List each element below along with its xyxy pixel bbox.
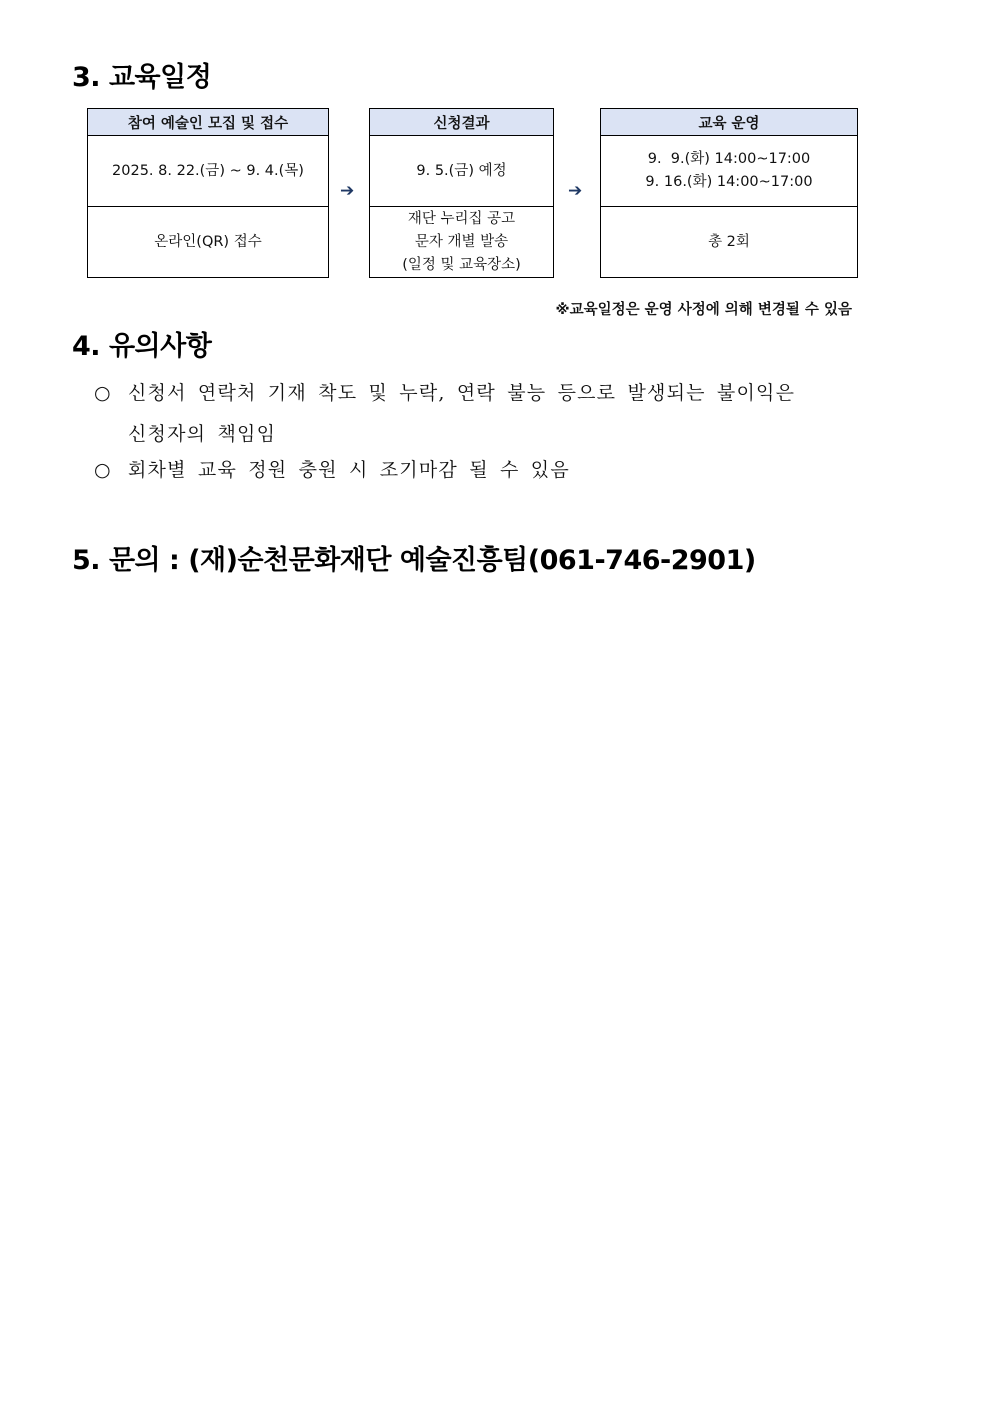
section-5-title: 5. 문의 : (재)순천문화재단 예술진흥팀(061-746-2901) [72,545,756,576]
step-period-line: 9. 5.(금) 예정 [416,162,507,179]
step-period-line: 9. 9.(화) 14:00~17:00 [647,151,811,167]
schedule-step-operation [600,108,858,278]
arrow-right-icon: ➔ [568,181,583,201]
notice-text: 회차별 교육 정원 충원 시 조기마감 될 수 있음 [128,459,570,481]
step-period [370,136,553,207]
step-method [88,207,328,277]
step-method-line: 재단 누리집 공고 [407,210,516,227]
notice-item [94,378,795,405]
step-period [601,136,857,207]
circle-bullet-icon: ○ [94,382,112,404]
section-3-title: 3. 교육일정 [72,62,212,93]
notice-text-continued: 신청자의 책임임 [128,423,277,445]
section-4-title: 4. 유의사항 [72,331,212,362]
step-period-line: 2025. 8. 22.(금) ~ 9. 4.(목) [112,162,304,179]
step-method-line: (일정 및 교육장소) [402,256,521,273]
schedule-step-recruitment [87,108,329,278]
schedule-note: ※교육일정은 운영 사정에 의해 변경될 수 있음 [555,302,852,318]
notice-text: 신청서 연락처 기재 착도 및 누락, 연락 불능 등으로 발생되는 불이익은 [128,382,796,404]
step-header: 신청결과 [370,109,553,136]
step-method [601,207,857,277]
circle-bullet-icon: ○ [94,459,112,481]
schedule-step-result [369,108,554,278]
step-header: 교육 운영 [601,109,857,136]
arrow-right-icon: ➔ [340,181,355,201]
step-method-line: 문자 개별 발송 [414,233,509,250]
step-method [370,207,553,277]
step-method-line: 온라인(QR) 접수 [154,233,262,250]
step-header: 참여 예술인 모집 및 접수 [88,109,328,136]
step-period [88,136,328,207]
notice-item [94,455,570,482]
step-period-line: 9. 16.(화) 14:00~17:00 [645,174,813,190]
step-method-line: 총 2회 [708,233,750,250]
